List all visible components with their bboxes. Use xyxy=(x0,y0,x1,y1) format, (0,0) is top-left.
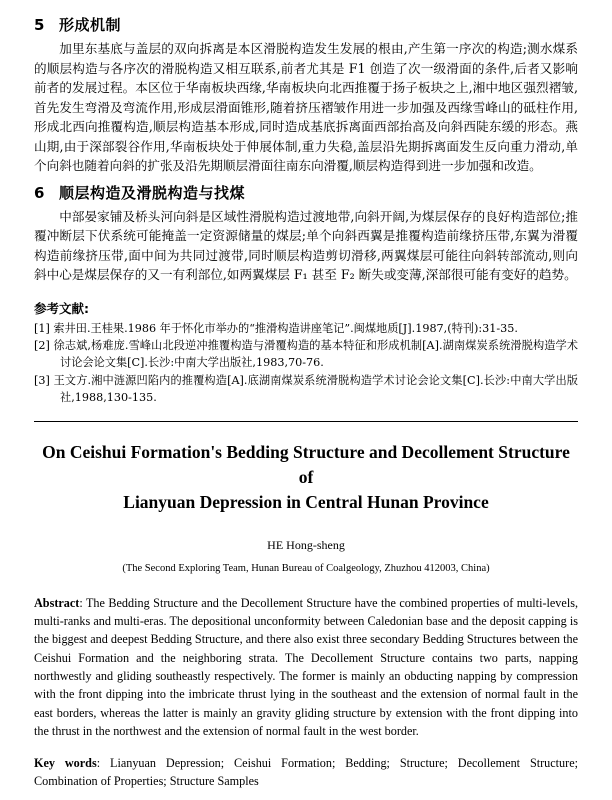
reference-number: [3] xyxy=(34,374,50,388)
reference-item xyxy=(34,321,578,338)
references-heading: 参考文献: xyxy=(34,300,89,316)
section-title: 形成机制 xyxy=(58,16,121,34)
section-heading-5 xyxy=(34,14,578,35)
abstract-label: Abstract xyxy=(34,595,80,610)
author-name: HE Hong-sheng xyxy=(267,537,345,552)
english-title-line2: Lianyuan Depression in Central Hunan Province xyxy=(123,492,489,513)
english-title xyxy=(34,440,578,516)
section-6-paragraph: 中部晏家铺及桥头河向斜是区域性滑脱构造过渡地带,向斜开阔,为煤层保存的良好构造部位;推覆冲断层下伏系统可能掩盖一定资源储量的煤层;单个向斜西翼是推覆构造前缘挤压带,东翼为滑覆构造前缘挤压带,面中间为共同过渡带,同时顺层构造剪切滑移,两翼煤层可能往向斜转部流动,则向斜中心是煤层保存的又一有利部位,如两翼煤层 F₁ 甚至 F₂ 断失或变薄,深部很可能有变好的趋势。 xyxy=(34,208,578,283)
author-affiliation: (The Second Exploring Team, Hunan Bureau of Coalgeology, Zhuzhou 412003, China) xyxy=(122,562,490,574)
section-heading-6 xyxy=(34,182,578,203)
section-title: 顺层构造及滑脱构造与找煤 xyxy=(58,183,245,202)
abstract-block xyxy=(34,594,578,740)
keywords-label: Key words xyxy=(34,756,97,771)
reference-item xyxy=(34,373,578,407)
keywords-block xyxy=(34,754,578,791)
section-5-paragraph: 加里东基底与盖层的双向拆离是本区滑脱构造发生发展的根由,产生第一序次的构造;测水煤系的顺层构造与各序次的滑脱构造又相互联系,前者尤其是 F1 创造了次一级滑面的条件,后者又影响前者的发展过程。本区位于华南板块西缘,华南板块向北西推覆于扬子板块之上,湘中地区强烈褶皱,首先发生弯滑及弯流作用,形成层滑面锥形,随着挤压褶皱作用进一步加强及西缘雪峰山的砥柱作用,形成北西向推覆构造,顺层构造基本形成,同时造成基底拆离面西部抬高及向斜西陡东缓的形态。燕山期,由于深部裂谷作用,华南板块处于伸展体制,重力失稳,盖层沿先期拆离面发生反向重力滑动,单个向斜也随着向斜的扩张及沿先期顺层滑面往南东向滑覆,顺层构造得到进一步加强和改造。 xyxy=(34,41,578,174)
reference-text: 徐志斌,杨难庞.雪峰山北段逆冲推覆构造与滑覆构造的基本特征和形成机制[A].湖南煤炭系统滑脱构造学术讨论会论文集[C].长沙:中南大学出版社,1983,70-76. xyxy=(53,339,579,370)
section-number: 6 xyxy=(34,183,45,202)
reference-number: [2] xyxy=(34,339,50,353)
reference-text: 王文方.湘中涟源凹陷内的推覆构造[A].底湖南煤炭系统滑脱构造学术讨论会论文集[C].长沙:中南大学出版社,1988,130-135. xyxy=(53,374,578,404)
keywords-text: : Lianyuan Depression; Ceishui Formation; Bedding; Structure; Decollement Structure; Combination of Properties; Structure Samples xyxy=(34,756,579,789)
section-number: 5 xyxy=(34,16,45,34)
reference-item xyxy=(34,338,578,372)
reference-text: 索井田.王桂果.1986 年于怀化市举办的“推滑构造讲座笔记”.闽煤地质[J].1987,(特刊):31-35. xyxy=(53,321,518,335)
section-divider xyxy=(34,421,578,422)
english-title-line1: On Ceishui Formation's Bedding Structure and Decollement Structure of xyxy=(42,441,570,488)
reference-number: [1] xyxy=(34,321,50,335)
abstract-text: : The Bedding Structure and the Decollement Structure have the combined properties of multi-levels, multi-ranks and multi-eras. The depositional unconformity between Caledonian base and the deposit capping is the biggest and deepest Bedding Structure, and there also exist three secondary Bedding Structures between the Ceishui Formation and the neighboring strata. The Decollement Structure contains two parts, napping northwestly and gliding southeastly respectively. The former is mainly an obducting napping by compression with the front dipping into the imbricate thrust lying in the southeast and the extension of normal fault in the east borders, whereas the latter is mainly an gravity gliding structure by extension with the front dipping into the thrust in the northwest and the extension of normal fault in the west border. xyxy=(34,595,578,738)
